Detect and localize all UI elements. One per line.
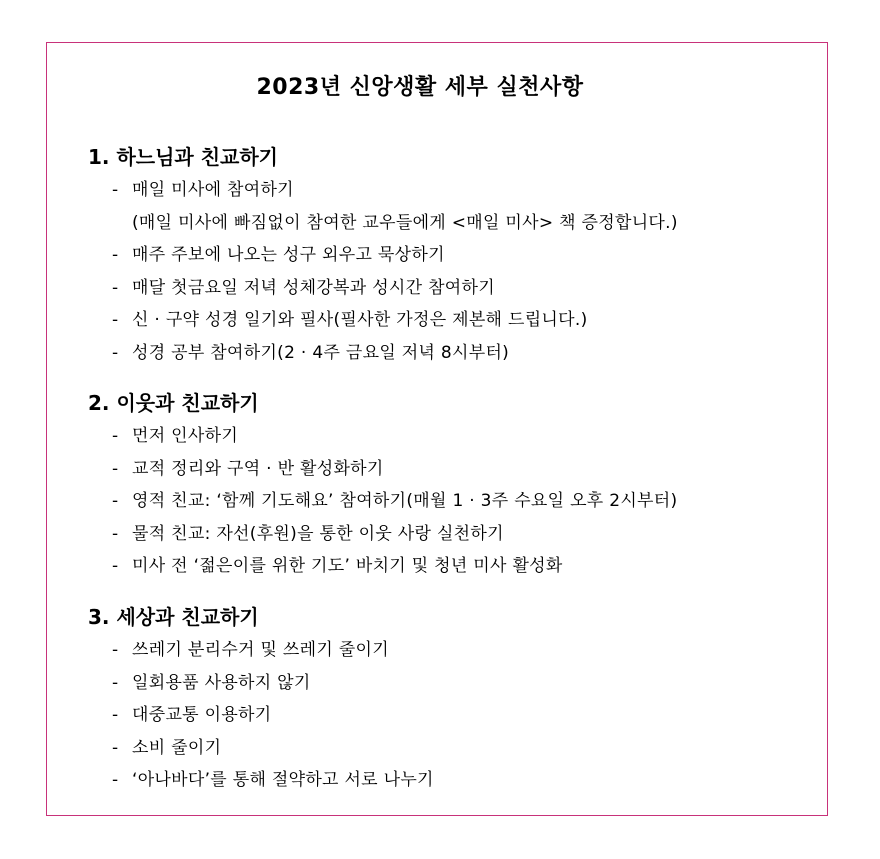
list-item: - 먼저 인사하기: [88, 420, 677, 453]
dash-marker: -: [112, 640, 119, 660]
section-heading: 2. 이웃과 친교하기: [88, 391, 259, 415]
dash-marker: -: [112, 342, 119, 363]
dash-marker: -: [112, 310, 119, 330]
section-communion-with-god: [88, 142, 678, 369]
list-item: - 영적 친교: ‘함께 기도해요’ 참여하기(매월 1 · 3주 수요일 오후 2시부터): [88, 485, 677, 518]
list-item: - 물적 친교: 자선(후원)을 통한 이웃 사랑 실천하기: [88, 518, 677, 551]
dash-marker: -: [112, 245, 119, 265]
dash-marker: -: [112, 491, 119, 511]
dash-marker: -: [112, 426, 119, 446]
section-heading: 3. 세상과 친교하기: [88, 605, 259, 629]
list-item: - ‘아나바다’를 통해 절약하고 서로 나누기: [88, 764, 434, 797]
dash-marker: -: [112, 523, 119, 544]
dash-marker: -: [112, 737, 119, 758]
dash-marker: -: [112, 180, 119, 200]
document-title: 2023년 신앙생활 세부 실천사항: [256, 75, 584, 100]
list-item: - 매주 주보에 나오는 성구 외우고 묵상하기: [88, 239, 678, 272]
list-item: - 쓰레기 분리수거 및 쓰레기 줄이기: [88, 634, 434, 667]
section-communion-with-neighbors: [88, 388, 677, 583]
dash-marker: -: [112, 672, 119, 693]
section-communion-with-world: [88, 602, 434, 797]
list-item: - 매달 첫금요일 저녁 성체강복과 성시간 참여하기: [88, 272, 678, 305]
list-item: - 신 · 구약 성경 일기와 필사(필사한 가정은 제본해 드립니다.): [88, 304, 678, 337]
list-item: - 미사 전 ‘젊은이를 위한 기도’ 바치기 및 청년 미사 활성화: [88, 550, 677, 583]
dash-marker: -: [112, 770, 119, 790]
list-item: - 교적 정리와 구역 · 반 활성화하기: [88, 453, 677, 486]
dash-marker: -: [112, 277, 119, 298]
dash-marker: -: [112, 458, 119, 479]
list-item-note: (매일 미사에 빠짐없이 참여한 교우들에게 <매일 미사> 책 증정합니다.): [132, 212, 678, 233]
list-item: - 대중교통 이용하기: [88, 699, 434, 732]
dash-marker: -: [112, 705, 119, 725]
list-item: - 성경 공부 참여하기(2 · 4주 금요일 저녁 8시부터): [88, 337, 678, 370]
list-item: - 매일 미사에 참여하기: [88, 174, 678, 207]
section-heading: 1. 하느님과 친교하기: [88, 145, 278, 169]
list-item: - 일회용품 사용하지 않기: [88, 667, 434, 700]
list-item: - 소비 줄이기: [88, 732, 434, 765]
dash-marker: -: [112, 556, 119, 576]
